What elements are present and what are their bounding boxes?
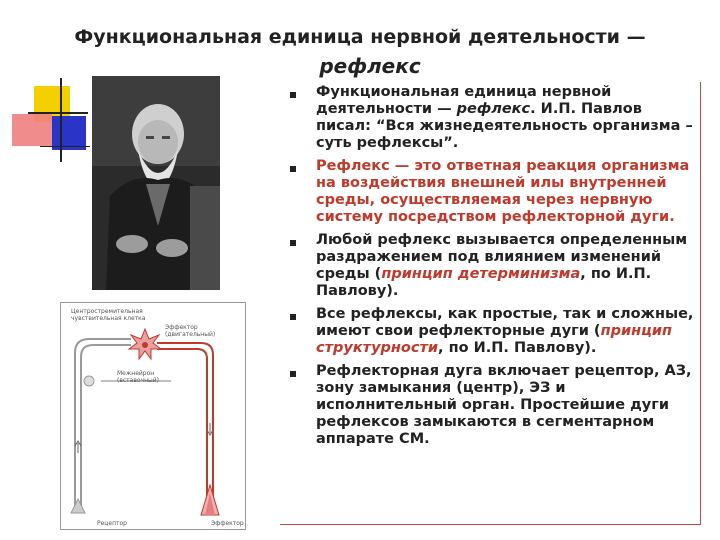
- bullet-text-part: Все рефлексы, как простые, так и сложные, имеют свои рефлекторные дуги (: [316, 306, 694, 339]
- bullet-square-icon: [290, 166, 296, 172]
- bullet-text-part: принцип структурности: [316, 323, 673, 356]
- bullet-square-icon: [290, 92, 296, 98]
- diagram-label-effector-neuron: Эффектор (двигательный): [165, 324, 216, 338]
- bullet-text-part: Рефлекс — это ответная реакция организма на воздействия внешней илы внутренней среды, осуществляемая через нервную систему посредством рефлекторной дуги.: [316, 158, 690, 225]
- decorative-pink-square: [12, 114, 52, 146]
- bullet-text-part: . И.П. Павлов писал: “Вся жизнедеятельность организма – суть рефлексы”.: [316, 101, 693, 151]
- diagram-label-receptor: Рецептор: [97, 520, 127, 527]
- bullet-text-part: рефлекс: [456, 101, 531, 117]
- reflex-arc-illustration: [61, 303, 245, 529]
- bullet-item: [288, 158, 698, 226]
- bullet-item: [288, 84, 698, 152]
- diagram-label-effector: Эффектор: [211, 520, 244, 527]
- bullet-text-part: принцип детерминизма: [381, 266, 581, 282]
- bullet-square-icon: [290, 314, 296, 320]
- bullet-square-icon: [290, 371, 296, 377]
- reflex-arc-diagram: [60, 302, 246, 530]
- portrait-illustration: [92, 76, 220, 290]
- bullet-square-icon: [290, 240, 296, 246]
- bullet-item: [288, 363, 698, 448]
- bullet-text-part: Любой рефлекс вызывается определенным раздражением под влиянием изменений среды (: [316, 232, 688, 282]
- bullet-text-part: , по И.П. Павлову).: [316, 266, 652, 299]
- diagram-label-top: Центростремительная чувствительная клетка: [71, 308, 146, 322]
- neuron-star-icon: [129, 329, 161, 359]
- bullet-text-part: , по И.П. Павлову).: [438, 340, 597, 356]
- decorative-horizontal-line-2: [40, 146, 90, 147]
- decorative-vertical-line: [60, 78, 62, 162]
- bullet-item: [288, 232, 698, 300]
- portrait-photo: [92, 76, 220, 290]
- bullet-text-part: Функциональная единица нервной деятельности —: [316, 84, 612, 117]
- diagram-label-interneuron: Межнейрон (вставочный): [117, 370, 159, 384]
- slide-subtitle: рефлекс: [319, 54, 421, 78]
- decorative-blue-square: [52, 116, 86, 150]
- decorative-horizontal-line: [28, 112, 88, 114]
- bullet-item: [288, 306, 698, 357]
- bullet-list: [288, 84, 698, 454]
- slide-title: Функциональная единица нервной деятельности —: [74, 26, 646, 48]
- bullet-text-part: Рефлекторная дуга включает рецептор, АЗ, зону замыкания (центр), ЭЗ и исполнительный орган. Простейшие дуги рефлексов замыкаются в сегментарном аппарате СМ.: [316, 363, 692, 447]
